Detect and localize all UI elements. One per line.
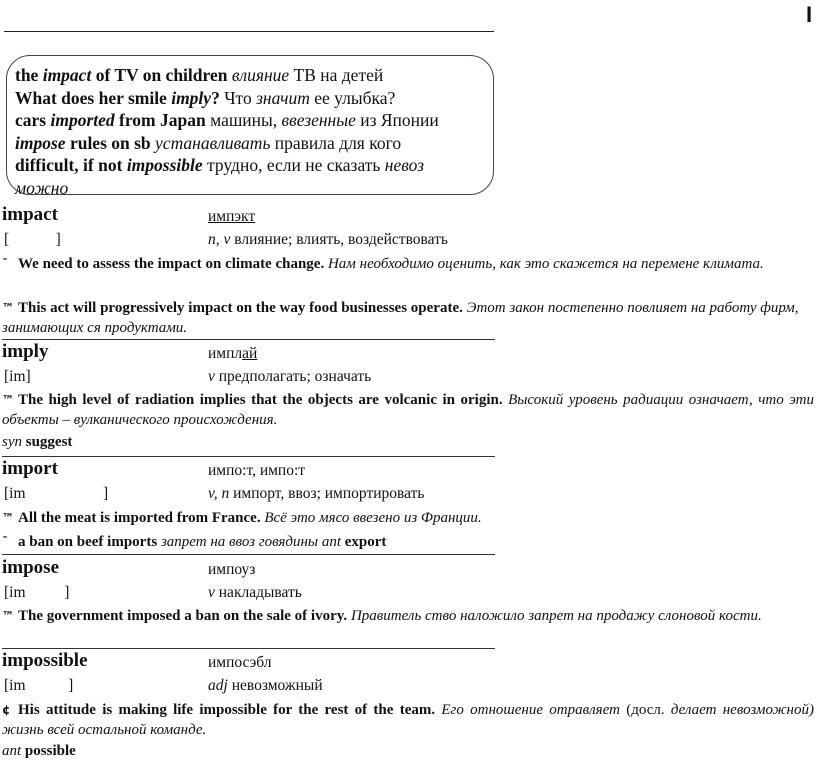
ipa-imply: [im] [4,368,31,385]
headword-impact: impact [2,204,58,225]
meaning-impose: v накладывать [208,584,302,601]
ipa-impact: [ ] [4,231,61,248]
entry-divider [2,648,495,649]
headword-import: import [2,458,58,479]
antonym-impossible: ant possible [2,743,76,759]
entry-divider [2,339,495,340]
phrase-line: cars imported from Japan машины, ввезенные из Японии [15,110,439,130]
phrase-box [6,55,494,198]
entry-divider [2,554,495,555]
pronunciation-impose: импоуз [208,561,256,578]
meaning-impossible: adj невозможный [208,677,323,694]
synonym-imply: syn suggest [2,434,73,450]
example-import-1: ™ All the meat is imported from France. Всё это мясо ввезено из Франции. [2,510,482,526]
pronunciation-import: импо:т, импо:т [208,462,306,479]
headword-impossible: impossible [2,650,88,671]
page-number-mark: I [806,2,813,27]
phrase-line: можно [15,177,69,198]
example-impact-1: ˉ We need to assess the impact on climate change. Нам необходимо оценить, как это скажется на перемене климата. [2,256,764,272]
pronunciation-impact: импэкт [208,208,256,225]
ipa-impose: [im ] [4,584,70,601]
pronunciation-imply: имплай [208,345,258,362]
meaning-import: v, n импорт, ввоз; импортировать [208,485,425,502]
entry-divider [2,456,495,457]
phrase-line: impose rules on sb устанавливать правила для кого [15,132,402,153]
example-impact-2: ™ This act will progressively impact on the way food businesses operate. Этот закон постепенно повлияет на работу фирм, занимающих ся продуктами. [2,300,799,336]
ipa-import: [im ] [4,485,109,502]
meaning-imply: v предполагать; означать [208,368,372,385]
phrase-line: What does her smile imply? Что значит ее улыбка? [15,87,396,108]
phrase-line: difficult, if not impossible трудно, если не сказать невоз [15,155,424,175]
phrase-line: the impact of TV on children влияние ТВ на детей [15,65,384,85]
ipa-impossible: [im ] [4,677,74,694]
headword-impose: impose [2,557,59,578]
example-impose-1: ™ The government imposed a ban on the sale of ivory. Правитель ство наложило запрет на продажу слоновой кости. [2,608,762,624]
meaning-impact: n, v влияние; влиять, воздействовать [208,231,448,248]
example-impossible-1: ¢ His attitude is making life impossible for the rest of the team. Его отношение отравляет (досл. делает невозможной) жизнь всей остальной команде. [2,702,814,738]
pronunciation-impossible: импосэбл [208,654,272,671]
top-rule [4,31,494,32]
example-imply-1: ™ The high level of radiation implies that the objects are volcanic in origin. Высокий уровень радиации означает, что эти объекты – вулканического происхождения. [2,392,814,428]
headword-imply: imply [2,341,49,362]
example-import-2: ˉ a ban on beef imports запрет на ввоз говядины ant export [2,534,387,550]
